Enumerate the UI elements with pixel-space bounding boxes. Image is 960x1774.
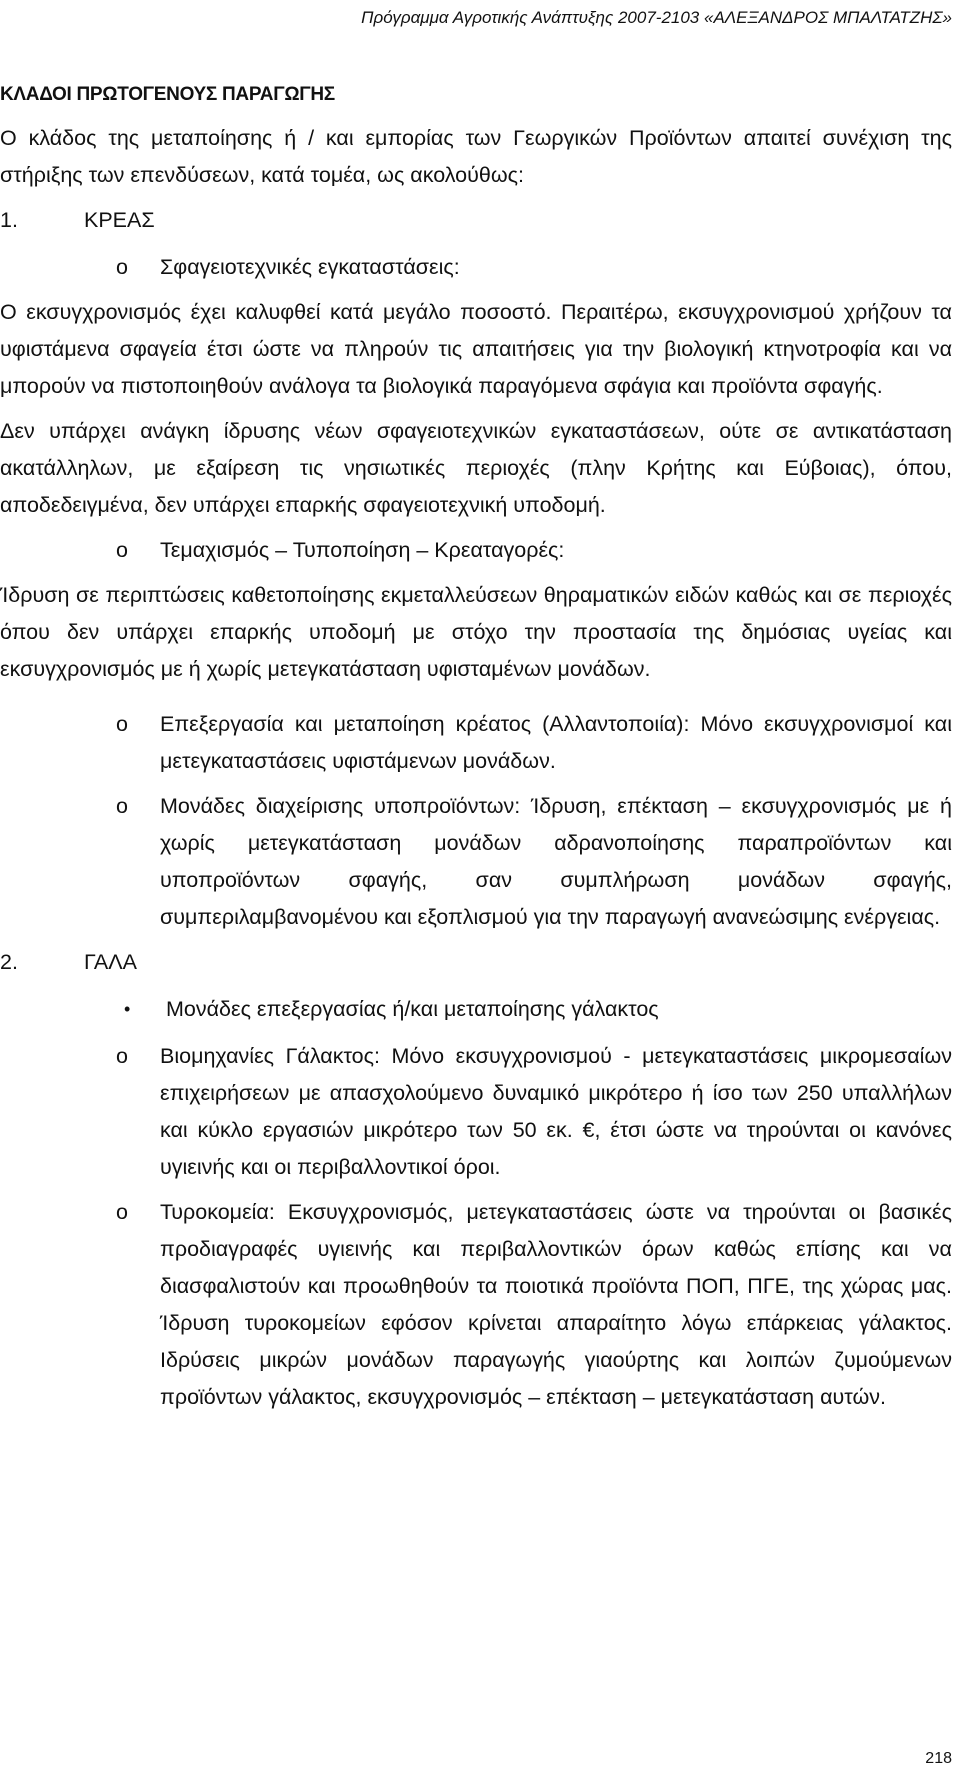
meat-heading: [0, 202, 952, 239]
list-marker: o: [116, 1044, 128, 1068]
section-title: ΚΛΑΔΟΙ ΠΡΩΤΟΓΕΝΟΥΣ ΠΑΡΑΓΩΓΗΣ: [0, 84, 335, 105]
sub-item-cheese-dairies: [0, 1194, 952, 1416]
list-marker: o: [116, 1200, 128, 1224]
list-marker: o: [116, 538, 128, 562]
list-marker: o: [116, 794, 128, 818]
milk-number: 2.: [0, 950, 18, 974]
sub-item-cutting: [0, 532, 952, 569]
page-number: 218: [925, 1750, 952, 1767]
meat-heading-text: ΚΡΕΑΣ: [84, 208, 155, 232]
paragraph-no-new-units: Δεν υπάρχει ανάγκη ίδρυσης νέων σφαγειοτεχνικών εγκαταστάσεων, ούτε σε αντικατάσταση ακατάλληλων, με εξαίρεση τις νησιωτικές περιοχές (πλην Κρήτης και Εύβοιας), όπου, αποδεδειγμένα, δεν υπάρχει επαρκής σφαγειοτεχνική υποδομή.: [0, 419, 952, 517]
bullet-item-milk-units: [0, 991, 952, 1028]
milk-heading: [0, 944, 952, 981]
sub-item-text: Επεξεργασία και μεταποίηση κρέατος (Αλλαντοποιία): Μόνο εκσυγχρονισμοί και μετεγκαταστάσεις υφιστάμενων μονάδων.: [160, 712, 952, 773]
intro-paragraph: Ο κλάδος της μεταποίησης ή / και εμπορίας των Γεωργικών Προϊόντων απαιτεί συνέχιση της στήριξης των επενδύσεων, κατά τομέα, ως ακολούθως:: [0, 126, 952, 187]
list-marker: o: [116, 712, 128, 736]
bullet-item-text: Μονάδες επεξεργασίας ή/και μεταποίησης γάλακτος: [166, 997, 659, 1021]
sub-item-slaughterhouses: [0, 249, 952, 286]
meat-number: 1.: [0, 208, 18, 232]
sub-item-text: Μονάδες διαχείρισης υποπροϊόντων: Ίδρυση, επέκταση – εκσυγχρονισμός με ή χωρίς μετεγκατάσταση μονάδων αδρανοποίησης παραπροϊόντων και υποπροϊόντων σφαγής, σαν συμπλήρωση μονάδων σφαγής, συμπεριλαμβανομένου και εξοπλισμού για την παραγωγή ανανεώσιμης ενέργειας.: [160, 794, 952, 929]
paragraph-establishment: Ίδρυση σε περιπτώσεις καθετοποίησης εκμεταλλεύσεων θηραματικών ειδών καθώς και σε περιοχές όπου δεν υπάρχει επαρκής υποδομή με στόχο την προστασία της δημόσιας υγείας και εκσυγχρονισμός με ή χωρίς μετεγκατάσταση υφισταμένων μονάδων.: [0, 583, 952, 681]
sub-item-processing: [0, 706, 952, 780]
paragraph-modernisation: Ο εκσυγχρονισμός έχει καλυφθεί κατά μεγάλο ποσοστό. Περαιτέρω, εκσυγχρονισμού χρήζουν τα υφιστάμενα σφαγεία έτσι ώστε να πληρούν τις απαιτήσεις για την βιολογική κτηνοτροφία και να μπορούν να πιστοποιηθούν ανάλογα τα βιολογικά παραγόμενα σφάγια και προϊόντα σφαγής.: [0, 300, 952, 398]
sub-item-text: Τυροκομεία: Εκσυγχρονισμός, μετεγκαταστάσεις ώστε να τηρούνται οι βασικές προδιαγραφές υγιεινής και περιβαλλοντικών όρων καθώς επίσης και να διασφαλιστούν και προωθηθούν τα ποιοτικά προϊόντα ΠΟΠ, ΠΓΕ, της χώρας μας. Ίδρυση τυροκομείων εφόσον κρίνεται απαραίτητο λόγω επάρκειας γάλακτος. Ιδρύσεις μικρών μονάδων παραγωγής γιαούρτης και λοιπών ζυμούμενων προϊόντων γάλακτος, εκσυγχρονισμός – επέκταση – μετεγκατάσταση αυτών.: [160, 1200, 952, 1409]
sub-item-byproducts: [0, 788, 952, 936]
milk-heading-text: ΓΑΛΑ: [84, 950, 137, 974]
running-header: Πρόγραμμα Αγροτικής Ανάπτυξης 2007-2103 «ΑΛΕΞΑΝΔΡΟΣ ΜΠΑΛΤΑΤΖΗΣ»: [361, 8, 952, 27]
sub-item-text: Τεμαχισμός – Τυποποίηση – Κρεαταγορές:: [160, 538, 565, 562]
document-body: [0, 78, 952, 1424]
bullet-icon: •: [124, 999, 131, 1019]
sub-item-text: Βιομηχανίες Γάλακτος: Μόνο εκσυγχρονισμού - μετεγκαταστάσεις μικρομεσαίων επιχειρήσεων με απασχολούμενο δυναμικό μικρότερο ή ίσο των 250 υπαλλήλων και κύκλο εργασιών μικρότερο των 50 εκ. €, έτσι ώστε να τηρούνται οι κανόνες υγιεινής και οι περιβαλλοντικοί όροι.: [160, 1044, 952, 1179]
list-marker: o: [116, 255, 128, 279]
sub-item-dairy-industries: [0, 1038, 952, 1186]
sub-item-text: Σφαγειοτεχνικές εγκαταστάσεις:: [160, 255, 460, 279]
